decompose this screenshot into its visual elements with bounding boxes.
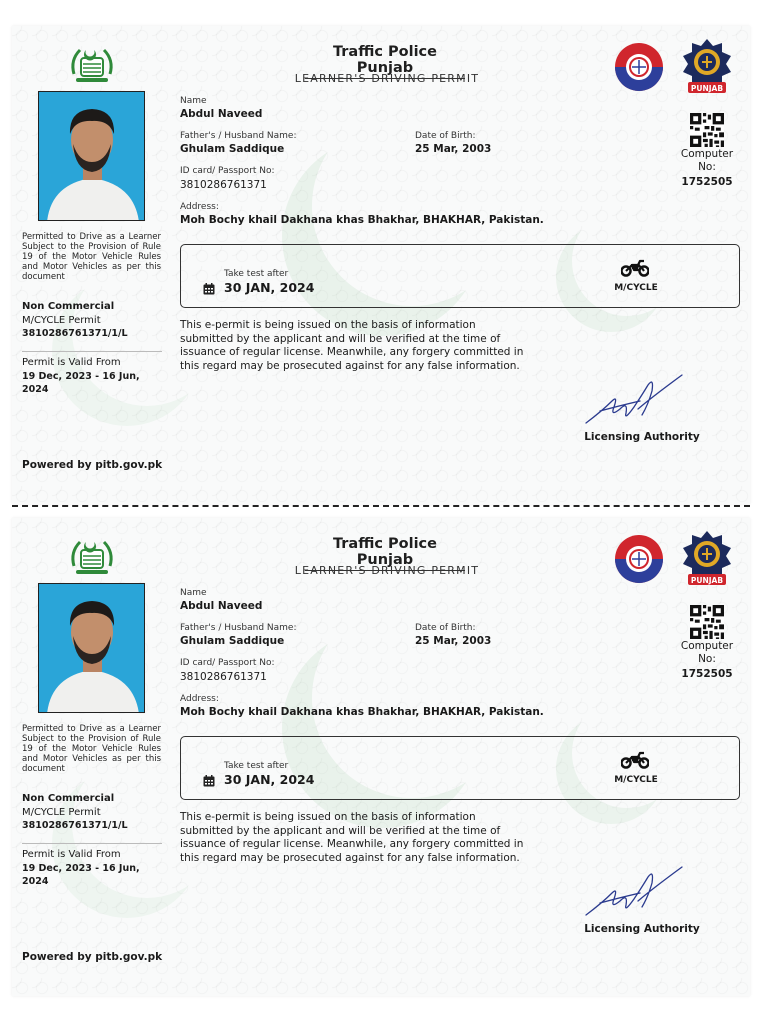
person-silhouette-icon — [39, 92, 145, 221]
police-logo-icon — [612, 42, 666, 92]
id-label: ID card/ Passport No: — [180, 658, 275, 668]
qr-code-icon — [690, 113, 724, 147]
dob-label: Date of Birth: — [415, 131, 476, 141]
computer-value: 1752505 — [681, 668, 733, 680]
permit-card-bottom — [12, 518, 750, 996]
test-date-value: 30 JAN, 2024 — [224, 280, 315, 295]
punjab-emblem-icon — [68, 44, 116, 84]
computer-value: 1752505 — [681, 176, 733, 188]
disclaimer-text: This e-permit is being issued on the basis of information submitted by the applicant and will be verified at the time of issuance of regular license. Meanwhile, any forgery committed in this regard may be prosecuted against for any false information. — [180, 811, 524, 864]
valid-label: Permit is Valid From — [22, 849, 121, 860]
motorcycle-icon — [621, 751, 649, 769]
signature-image — [582, 371, 686, 427]
vehicle-label: M/CYCLE — [614, 283, 658, 293]
id-value: 3810286761371 — [180, 671, 267, 683]
address-label: Address: — [180, 694, 219, 704]
permit-type: M/CYCLE Permit — [22, 315, 101, 326]
computer-label: Computer No: — [680, 148, 734, 173]
punjab-emblem-icon — [68, 536, 116, 576]
disclaimer-text: This e-permit is being issued on the basis of information submitted by the applicant and will be verified at the time of issuance of regular license. Meanwhile, any forgery committed in this regard may be prosecuted against for any false information. — [180, 319, 524, 372]
signature-image — [582, 863, 686, 919]
calendar-icon — [203, 775, 215, 787]
dob-value: 25 Mar, 2003 — [415, 635, 492, 647]
id-label: ID card/ Passport No: — [180, 166, 275, 176]
powered-by: Powered by pitb.gov.pk — [22, 459, 163, 471]
cut-line — [12, 505, 750, 507]
valid-value: 19 Dec, 2023 - 16 Jun, 2024 — [22, 863, 140, 887]
permit-number: 3810286761371/1/L — [22, 328, 128, 339]
computer-label: Computer No: — [680, 640, 734, 665]
permit-note: Permitted to Drive as a Learner Subject to the Provision of Rule 19 of the Motor Vehicle Rules and Motor Vehicles as per this document — [22, 724, 161, 774]
permit-number: 3810286761371/1/L — [22, 820, 128, 831]
permit-title: Traffic Police Punjab — [305, 536, 465, 571]
qr-code-icon — [690, 605, 724, 639]
father-label: Father's / Husband Name: — [180, 131, 297, 141]
vehicle-label: M/CYCLE — [614, 775, 658, 785]
permit-card-top — [12, 26, 750, 504]
address-value: Moh Bochy khail Dakhana khas Bhakhar, BHAKHAR, Pakistan. — [180, 706, 544, 718]
id-value: 3810286761371 — [180, 179, 267, 191]
category-value: Non Commercial — [22, 793, 115, 804]
motorcycle-icon — [621, 259, 649, 277]
permit-type: M/CYCLE Permit — [22, 807, 101, 818]
test-date-value: 30 JAN, 2024 — [224, 772, 315, 787]
test-label: Take test after — [224, 269, 289, 279]
permit-subtitle: LEARNER'S DRIVING PERMIT — [294, 72, 480, 85]
name-value: Abdul Naveed — [180, 108, 263, 120]
applicant-photo — [38, 583, 145, 713]
test-label: Take test after — [224, 761, 289, 771]
test-date-box — [180, 244, 740, 308]
name-label: Name — [180, 96, 207, 106]
valid-value: 19 Dec, 2023 - 16 Jun, 2024 — [22, 371, 140, 395]
calendar-icon — [203, 283, 215, 295]
divider — [22, 843, 162, 844]
father-value: Ghulam Saddique — [180, 143, 285, 155]
dob-label: Date of Birth: — [415, 623, 476, 633]
powered-by: Powered by pitb.gov.pk — [22, 951, 163, 963]
police-logo-icon — [612, 534, 666, 584]
father-label: Father's / Husband Name: — [180, 623, 297, 633]
signature-label: Licensing Authority — [584, 431, 700, 443]
father-value: Ghulam Saddique — [180, 635, 285, 647]
badge-text: PUNJAB — [690, 84, 724, 93]
permit-title: Traffic Police Punjab — [305, 44, 465, 79]
name-label: Name — [180, 588, 207, 598]
city-traffic-police-badge-icon — [680, 38, 734, 96]
badge-text: PUNJAB — [690, 576, 724, 585]
category-value: Non Commercial — [22, 301, 115, 312]
address-value: Moh Bochy khail Dakhana khas Bhakhar, BHAKHAR, Pakistan. — [180, 214, 544, 226]
person-silhouette-icon — [39, 584, 145, 713]
permit-subtitle: LEARNER'S DRIVING PERMIT — [294, 564, 480, 577]
permit-note: Permitted to Drive as a Learner Subject to the Provision of Rule 19 of the Motor Vehicle Rules and Motor Vehicles as per this document — [22, 232, 161, 282]
applicant-photo — [38, 91, 145, 221]
divider — [22, 351, 162, 352]
valid-label: Permit is Valid From — [22, 357, 121, 368]
name-value: Abdul Naveed — [180, 600, 263, 612]
test-date-box — [180, 736, 740, 800]
signature-label: Licensing Authority — [584, 923, 700, 935]
dob-value: 25 Mar, 2003 — [415, 143, 492, 155]
city-traffic-police-badge-icon — [680, 530, 734, 588]
address-label: Address: — [180, 202, 219, 212]
